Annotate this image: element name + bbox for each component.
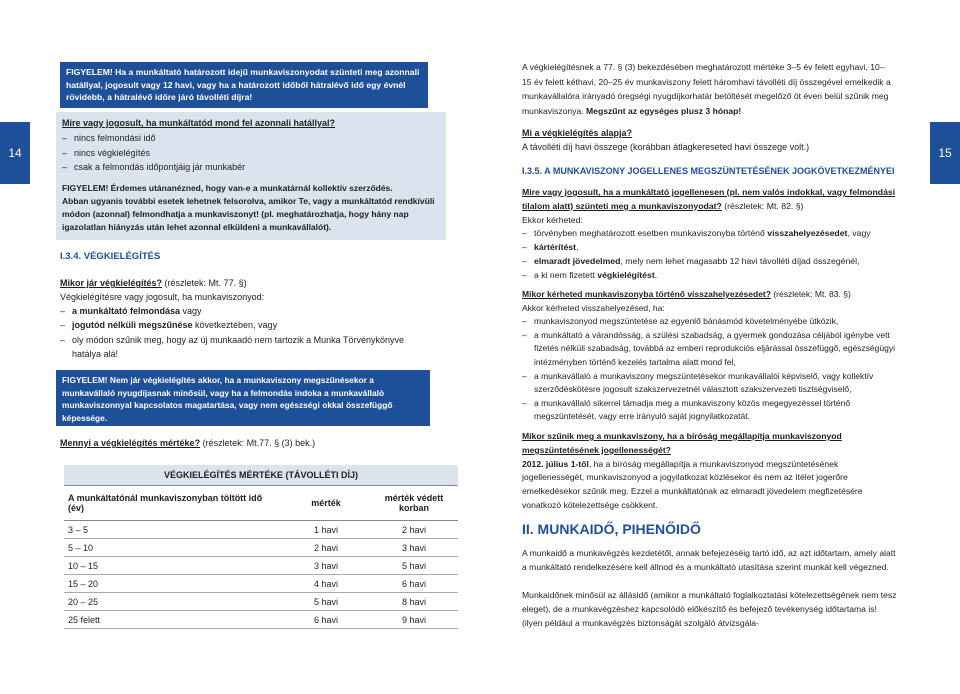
page-number-tab: 15	[930, 122, 960, 184]
q3-block: Mikor szűnik meg a munkaviszony, ha a bíróság megállapítja munkaviszonyod megszüntetésének jogellenességét? 2012. július 1-től, ha a bíróság megállapítja a munkaviszonyod megszüntetésének jogellenességét, munkaviszonyod a jogyilatkozat közlésekor és nem az ítélet jogerőre emelkedésekor szűnik meg. Ezzel a munkáltatónak az elmaradt jövedelem megfizetésére vonatkozó kötelezettsége csökkent.	[522, 431, 863, 510]
table-row: 15 – 20 4 havi 6 havi	[64, 575, 458, 593]
warning-box-2: FIGYELEM! Nem jár végkielégítés akkor, ha a munkaviszony megszűnésekor a munkavállaló nyugdíjasnak minősül, vagy ha a felmondás indoka a munkavállaló munkaviszonnyal kapcsolatos magatartása, vagy nem egészségi okkal összefüggő képessége.	[56, 370, 430, 426]
table-row: 5 – 10 2 havi 3 havi	[64, 539, 458, 557]
q2-block: Mikor kérheted munkaviszonyba történő visszahelyezésedet? (részletek: Mt. 83. §) Akkor kérheted visszahelyezésed, ha: – munkaviszonyod megszüntetése az egyenlő bánásmód követelményébe ütközik, – a munkáltató a várandósság, a szülési szabadság, a gyermek gondozása céljából igénybe vett fizetés nélküli szabadság, továbbá az emberi reprodukciós eljárással összefüggő, egészségügyi intézményben történő kezelés tartalma alatt mond fel, – a munkavállaló a munkaviszony megszüntetésekor munkavállalói képviselő, vagy kollektív szerződéskötésre jogosult szakszervezetnél választott szakszervezeti tisztségviselő, – a munkavállaló sikerrel támadja meg a munkaviszony közös megegyezéssel történő megszüntetését, vagy erre irányuló saját jognyilatkozatát.	[522, 288, 897, 424]
chapter-title: II. MUNKAIDŐ, PIHENŐIDŐ	[522, 521, 701, 537]
when-question: Mikor jár végkielégítés? (részletek: Mt. 77. §)	[60, 278, 247, 288]
list-item: – nincs végkielégítés	[62, 146, 422, 161]
list-item: – a munkáltató felmondása vagy	[60, 304, 426, 318]
panel-warning-title: FIGYELEM! Érdemes utánanézned, hogy van-e a munkatárnál kollektív szerződés.	[62, 183, 393, 193]
severance-table	[64, 465, 458, 629]
list-item: – oly módon szűnik meg, hogy az új munkaadó nem tartozik a Munka Törvénykönyve hatálya alá!	[60, 333, 426, 362]
panel-warning	[62, 182, 438, 234]
intro-paragraph: A végkielégítésnek a 77. § (3) bekezdésében meghatározott mértéke 3–5 év felett egyhavi, 10–15 év felett kéthavi, 20–25 év munkaviszony felett háromhavi távolléti díj összegével emelkedik a munkavállalóra irányadó öregségi nyugdíjkorhatár betöltését megelőző öt éven belül szűnik meg munkaviszonya. Megszűnt az egységes plusz 3 hónap!	[522, 62, 891, 116]
panel-question: Mire vagy jogosult, ha munkáltatód mond fel azonnali hatállyal?	[62, 118, 336, 128]
basis-answer: A távolléti díj havi összege (korábban átlagkereseted havi összege volt.)	[522, 142, 810, 152]
entitled-intro: Végkielégítésre vagy jogosult, ha munkaviszonyod:	[60, 292, 265, 302]
list-item: – a munkavállaló sikerrel támadja meg a munkaviszony közös megegyezéssel történő megszüntetését, vagy erre irányuló saját jognyilatkozatát.	[522, 397, 897, 424]
section-title: I.3.5. A MUNKAVISZONY JOGELLENES MEGSZÜNTETÉSÉNEK JOGKÖVETKEZMÉNYEI	[522, 166, 895, 176]
table-caption: VÉGKIELÉGÍTÉS MÉRTÉKE (TÁVOLLÉTI DÍJ)	[64, 465, 458, 486]
list-item: – nincs felmondási idő	[62, 131, 422, 146]
q1-block: Mire vagy jogosult, ha a munkáltató jogellenesen (pl. nem valós indokkal, vagy felmondási tilalom alatt) szünteti meg a munkaviszonyodat? (részletek: Mt. 82. §) Ekkor kérheted: – törvényben meghatározott esetben munkaviszonyba történő visszahelyezésedet, vagy – kártérítést, – elmaradt jövedelmed, mely nem lehet magasabb 12 havi távolléti díjad összegénél, – a ki nem fizetett végkielégítést.	[522, 186, 897, 283]
table-row: 25 felett 6 havi 9 havi	[64, 611, 458, 629]
list-item: – munkaviszonyod megszüntetése az egyenlő bánásmód követelményébe ütközik,	[522, 315, 897, 329]
basis-question: Mi a végkielégítés alapja?	[522, 128, 633, 138]
table-row: 20 – 25 5 havi 8 havi	[64, 593, 458, 611]
amount-question: Mennyi a végkielégítés mértéke? (részletek: Mt.77. § (3) bek.)	[60, 438, 316, 448]
page-number-tab: 14	[0, 122, 30, 184]
panel-warning-body: Abban ugyanis további esetek lehetnek felsorolva, amikor Te, vagy a munkáltatód rendkívüli módon (azonnal) felmondhatja a munkaviszonyt! (pl. meghatározhatja, hogy hány nap igazolatlan hiányzás után lehet azonnal elküldeni a munkavállalót).	[62, 196, 435, 232]
list-item: – elmaradt jövedelmed, mely nem lehet magasabb 12 havi távolléti díjad összegénél,	[522, 255, 897, 269]
list-item: – kártérítést,	[522, 241, 897, 255]
info-panel	[56, 112, 446, 240]
list-item: – jogutód nélküli megszűnése következtében, vagy	[60, 318, 426, 332]
list-item: – csak a felmondás időpontjáig jár munkabér	[62, 160, 422, 175]
list-item: – a munkáltató a várandósság, a szülési szabadság, a gyermek gondozása céljából igénybe vett fizetés nélküli szabadság, továbbá az emberi reprodukciós eljárással összefüggő, egészségügyi intézményben történő kezelés tartalma alatt mond fel,	[522, 329, 897, 370]
chapter-paragraph-1: A munkaidő a munkavégzés kezdetétől, annak befejezéséig tartó idő, az azt időtartam, amely alatt a munkáltató rendelkezésére kell állnod és a munkáltató utasítása szerint munkát kell végezned.	[522, 548, 896, 572]
entitled-list	[60, 304, 426, 361]
table-header: mérték	[282, 486, 370, 521]
list-item: – a munkavállaló a munkaviszony megszüntetésekor munkavállalói képviselő, vagy kollektív szerződéskötésre jogosult szakszervezetnél választott szakszervezeti tisztségviselő,	[522, 370, 897, 397]
warning-box-1: FIGYELEM! Ha a munkáltató határozott idejű munkaviszonyodat szünteti meg azonnali hatállyal, jogosult vagy 12 havi, vagy ha a határozott időből hátralévő idő egy évnél rövidebb, a hátralévő időre járó távolléti díjra!	[60, 62, 428, 108]
table-row: 10 – 15 3 havi 5 havi	[64, 557, 458, 575]
q2-list	[522, 315, 897, 424]
right-page	[480, 0, 960, 694]
table-row: 3 – 5 1 havi 2 havi	[64, 521, 458, 539]
q1-list	[522, 227, 897, 282]
list-item: – törvényben meghatározott esetben munkaviszonyba történő visszahelyezésedet, vagy	[522, 227, 897, 241]
chapter-paragraph-2: Munkaidőnek minősül az állásidő (amikor a munkáltató foglalkoztatási kötelezettségének nem tesz eleget), de a munkavégzéshez kapcsolódó előkészítő és befejező tevékenység időtartama is! (ilyen például a munkavégzés biztonságát szolgáló átvizsgála-	[522, 590, 897, 628]
section-title: I.3.4. VÉGKIELÉGÍTÉS	[60, 251, 161, 262]
panel-list	[62, 131, 422, 175]
table-header: mérték védett korban	[370, 486, 458, 521]
table-header: A munkáltatónál munkaviszonyban töltött idő (év)	[64, 486, 282, 521]
list-item: – a ki nem fizetett végkielégítést.	[522, 269, 897, 283]
